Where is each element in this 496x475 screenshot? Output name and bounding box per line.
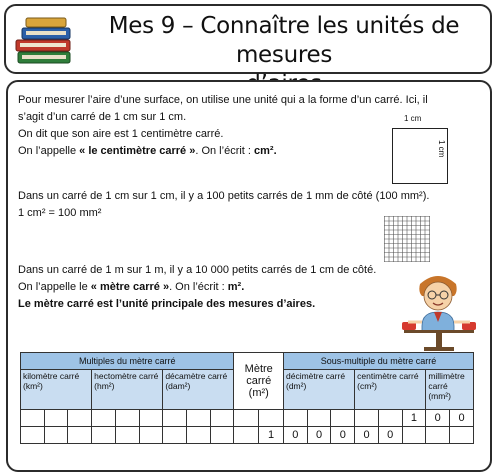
cell-r2-dam-1 [163,427,187,444]
cell-r1-hm-2 [115,410,139,427]
cell-r1-dam-3 [210,410,234,427]
cell-r2-mm-2 [450,427,474,444]
m-line-2 [18,279,244,296]
title-line-1: Mes 9 – Connaître les unités de mesures [108,13,460,68]
m-line-3: Le mètre carré est l’unité principale des mesures d’aires. [18,298,316,310]
cell-r2-hm-3 [139,427,163,444]
cell-r2-hm-1 [92,427,116,444]
intro-line-1: Pour mesurer l’aire d’une surface, on utilise une unité qui a la forme d’un carré. Ici, il [18,94,428,106]
cell-r2-km-3 [68,427,92,444]
submultiples-header: Sous-multiple du mètre carré [284,353,474,370]
cell-r2-dm-3: 0 [331,427,355,444]
m-line-1: Dans un carré de 1 m sur 1 m, il y a 10 000 petits carrés de 1 cm de côté. [18,264,377,276]
cell-r2-mm-1 [426,427,450,444]
units-table [20,352,474,444]
dm-header: décimètre carré (dm²) [284,370,355,410]
metre-header: Mètre carré (m²) [234,353,284,410]
cell-r1-cm-3: 1 [402,410,426,427]
m-line-2-mid: . On l’écrit : [169,281,228,293]
cell-r2-hm-2 [115,427,139,444]
cell-r1-hm-1 [92,410,116,427]
mm-line-1: Dans un carré de 1 cm sur 1 cm, il y a 100 petits carrés de 1 mm de côté (100 mm²). [18,190,430,202]
cell-r1-km-2 [44,410,68,427]
cell-r2-km-2 [44,427,68,444]
m-line-2-bold: « mètre carré » [90,281,170,293]
cell-r1-km-1 [21,410,45,427]
intro-line-2: s’agit d’un carré de 1 cm sur 1 cm. [18,111,187,123]
mm-grid-figure [384,216,430,262]
table-row [21,410,474,427]
cell-r2-cm-1: 0 [355,427,379,444]
cell-r2-dm-1: 0 [284,427,308,444]
mm-header: millimètre carré (mm²) [426,370,474,410]
cell-r1-cm-1 [355,410,379,427]
intro-line-4-mid: . On l’écrit : [195,145,255,157]
mm-line-2: 1 cm² = 100 mm² [18,207,102,219]
cell-r2-dam-2 [187,427,211,444]
square-top-label: 1 cm [404,114,422,123]
cell-r2-cm-2: 0 [378,427,402,444]
cell-r1-m-2 [259,410,284,427]
books-icon [14,16,76,66]
cell-r2-m-2: 1 [259,427,284,444]
cell-r1-hm-3 [139,410,163,427]
cell-r1-mm-2: 0 [450,410,474,427]
cell-r2-cm-3 [402,427,426,444]
cell-r1-dm-3 [331,410,355,427]
cm-header: centimètre carré (cm²) [355,370,426,410]
hm-header: hectomètre carré (hm²) [92,370,163,410]
cell-r2-km-1 [21,427,45,444]
multiples-header: Multiples du mètre carré [21,353,234,370]
km-header: kilomètre carré (km²) [21,370,92,410]
cell-r2-m-1 [234,427,259,444]
title-banner [4,4,492,74]
teacher-with-scale-icon [398,270,480,354]
cell-r1-dm-1 [284,410,308,427]
cell-r1-km-3 [68,410,92,427]
square-side-label: 1 cm [437,140,446,158]
cell-r1-m-1 [234,410,259,427]
intro-line-4 [18,143,277,160]
table-row [21,427,474,444]
dam-header: décamètre carré (dam²) [163,370,234,410]
cell-r2-dam-3 [210,427,234,444]
cell-r1-dam-1 [163,410,187,427]
cell-r1-mm-1: 0 [426,410,450,427]
m-line-2-unit: m². [227,281,245,293]
cell-r1-cm-2 [378,410,402,427]
cell-r1-dm-2 [307,410,331,427]
intro-line-4-unit: cm². [254,145,277,157]
m-line-2-pre: On l’appelle le [18,281,91,293]
intro-line-4-bold: « le centimètre carré » [79,145,196,157]
intro-line-4-pre: On l’appelle [18,145,80,157]
cell-r1-dam-2 [187,410,211,427]
cell-r2-dm-2: 0 [307,427,331,444]
intro-line-3: On dit que son aire est 1 centimètre carré. [18,128,224,140]
